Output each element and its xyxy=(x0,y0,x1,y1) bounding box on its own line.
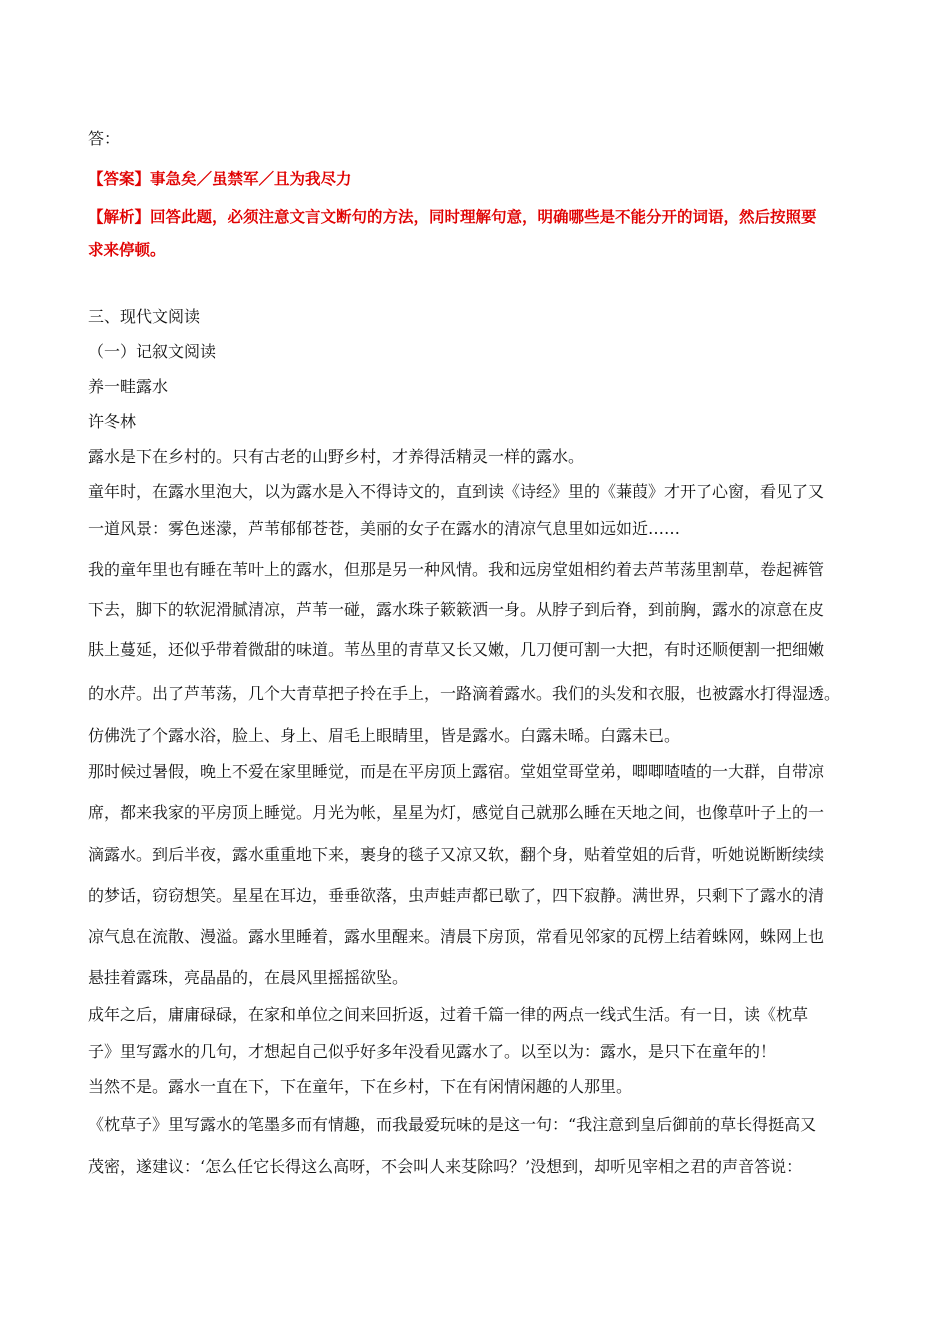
section-subtitle: （一）记叙文阅读 xyxy=(88,342,217,361)
section-title: 三、现代文阅读 xyxy=(88,307,201,326)
article-line: 下去，脚下的软泥滑腻清凉，芦苇一碰，露水珠子簌簌洒一身。从脖子到后脊，到前胸，露水的凉意在皮 xyxy=(88,600,825,619)
article-line: 我的童年里也有睡在苇叶上的露水，但那是另一种风情。我和远房堂姐相约着去芦苇荡里割草，卷起裤管 xyxy=(88,560,825,579)
article-line: 仿佛洗了个露水浴，脸上、身上、眉毛上眼睛里，皆是露水。白露未晞。白露未已。 xyxy=(88,726,681,745)
article-line: 凉气息在流散、漫溢。露水里睡着，露水里醒来。清晨下房顶，常看见邻家的瓦楞上结着蛛网，蛛网上也 xyxy=(88,927,825,946)
article-line: 肤上蔓延，还似乎带着微甜的味道。苇丛里的青草又长又嫩，几刀便可割一大把，有时还顺便割一把细嫩 xyxy=(88,640,825,659)
article-author: 许冬林 xyxy=(88,412,137,431)
article-line: 席，都来我家的平房顶上睡觉。月光为帐，星星为灯，感觉自己就那么睡在天地之间，也像草叶子上的一 xyxy=(88,803,825,822)
article-line: 当然不是。露水一直在下，下在童年，下在乡村，下在有闲情闲趣的人那里。 xyxy=(88,1077,633,1096)
answer-key: 【答案】事急矣／虽禁军／且为我尽力 xyxy=(88,170,352,188)
article-line: 一道风景：雾色迷濛，芦苇郁郁苍苍，美丽的女子在露水的清凉气息里如远如近…… xyxy=(88,519,681,538)
article-line: 的梦话，窃窃想笑。星星在耳边，垂垂欲落，虫声蛙声都已歇了，四下寂静。满世界，只剩下了露水的清 xyxy=(88,886,825,905)
article-line: 成年之后，庸庸碌碌，在家和单位之间来回折返，过着千篇一律的两点一线式生活。有一日，读《枕草 xyxy=(88,1005,809,1024)
article-line: 滴露水。到后半夜，露水重重地下来，裹身的毯子又凉又软，翻个身，贴着堂姐的后背，听她说断断续续 xyxy=(88,845,825,864)
article-line: 悬挂着露珠，亮晶晶的，在晨风里摇摇欲坠。 xyxy=(88,968,409,987)
analysis-line-1: 【解析】回答此题，必须注意文言文断句的方法，同时理解句意，明确哪些是不能分开的词语，然后按照要 xyxy=(88,208,817,226)
article-line: 露水是下在乡村的。只有古老的山野乡村，才养得活精灵一样的露水。 xyxy=(88,447,585,466)
article-line: 童年时，在露水里泡大，以为露水是入不得诗文的，直到读《诗经》里的《蒹葭》才开了心窗，看见了又 xyxy=(88,482,825,501)
article-line: 那时候过暑假，晚上不爱在家里睡觉，而是在平房顶上露宿。堂姐堂哥堂弟，唧唧喳喳的一大群，自带凉 xyxy=(88,762,825,781)
answer-prompt: 答： xyxy=(88,129,121,148)
article-line: 的水芹。出了芦苇荡，几个大青草把子拎在手上，一路滴着露水。我们的头发和衣服，也被露水打得湿透。 xyxy=(88,684,841,703)
article-line: 子》里写露水的几句，才想起自己似乎好多年没看见露水了。以至以为：露水，是只下在童年的！ xyxy=(88,1042,777,1061)
article-line: 茂密，遂建议：‘怎么任它长得这么高呀，不会叫人来芟除吗？’没想到，却听见宰相之君的声音答说： xyxy=(88,1157,803,1176)
analysis-line-2: 求来停顿。 xyxy=(88,241,166,259)
article-line: 《枕草子》里写露水的笔墨多而有情趣，而我最爱玩味的是这一句：“我注意到皇后御前的草长得挺高又 xyxy=(88,1115,817,1134)
article-title: 养一畦露水 xyxy=(88,377,169,396)
